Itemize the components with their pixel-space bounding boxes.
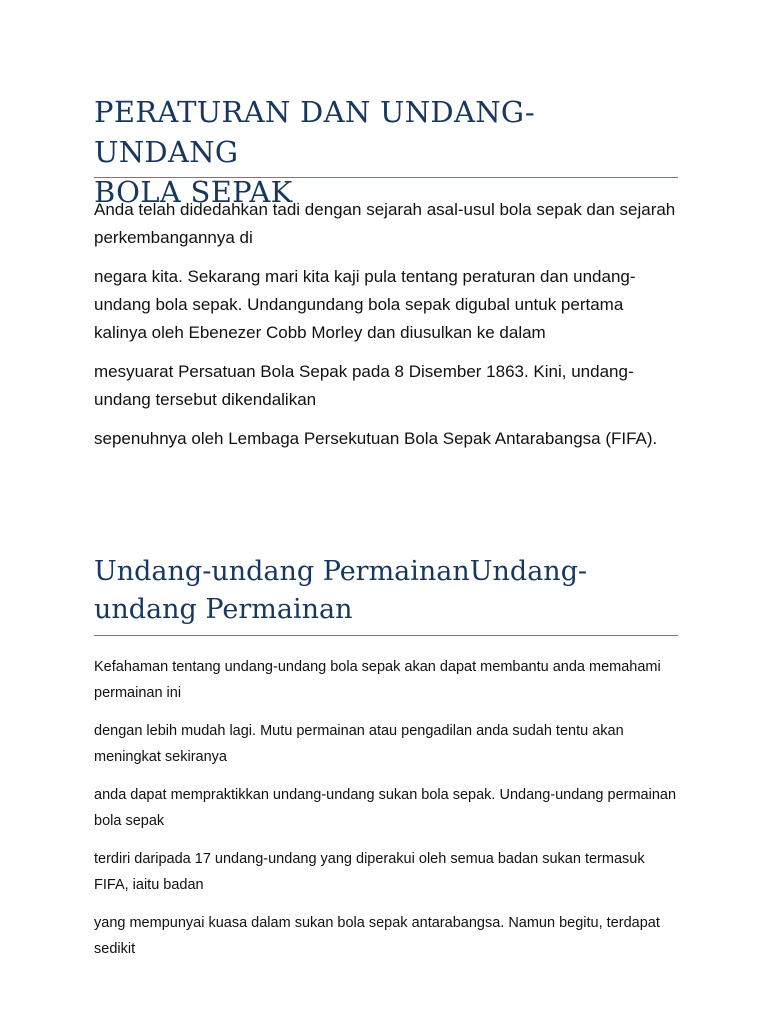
section-1-body xyxy=(94,196,678,464)
paragraph: Anda telah didedahkan tadi dengan sejarah asal-usul bola sepak dan sejarah perkembangannya di xyxy=(94,200,676,247)
main-heading-line-1: PERATURAN DAN UNDANG-UNDANG xyxy=(94,95,536,169)
sub-heading xyxy=(94,553,678,629)
sub-heading-underline xyxy=(94,635,678,636)
main-heading-line-2: BOLA SEPAK xyxy=(94,175,293,209)
sub-heading-line-2: undang Permainan xyxy=(94,594,353,625)
paragraph: terdiri daripada 17 undang-undang yang diperakui oleh semua badan sukan termasuk FIFA, iaitu badan xyxy=(94,851,645,893)
paragraph: yang mempunyai kuasa dalam sukan bola sepak antarabangsa. Namun begitu, terdapat sedikit xyxy=(94,915,660,957)
paragraph: dengan lebih mudah lagi. Mutu permainan atau pengadilan anda sudah tentu akan meningkat sekiranya xyxy=(94,723,624,765)
paragraph: sepenuhnya oleh Lembaga Persekutuan Bola Sepak Antarabangsa (FIFA). xyxy=(94,429,658,448)
paragraph: negara kita. Sekarang mari kita kaji pula tentang peraturan dan undang-undang bola sepak. Undangundang bola sepak digubal untuk pertama kalinya oleh Ebenezer Cobb Morley dan diusulkan ke dalam xyxy=(94,267,636,342)
main-heading xyxy=(94,92,674,212)
section-2-body xyxy=(94,654,678,974)
paragraph: Kefahaman tentang undang-undang bola sepak akan dapat membantu anda memahami permainan ini xyxy=(94,659,661,701)
heading-underline xyxy=(94,177,678,178)
paragraph: anda dapat mempraktikkan undang-undang sukan bola sepak. Undang-undang permainan bola sepak xyxy=(94,787,677,829)
paragraph: mesyuarat Persatuan Bola Sepak pada 8 Disember 1863. Kini, undang-undang tersebut dikendalikan xyxy=(94,362,634,409)
sub-heading-line-1: Undang-undang PermainanUndang- xyxy=(94,556,588,587)
